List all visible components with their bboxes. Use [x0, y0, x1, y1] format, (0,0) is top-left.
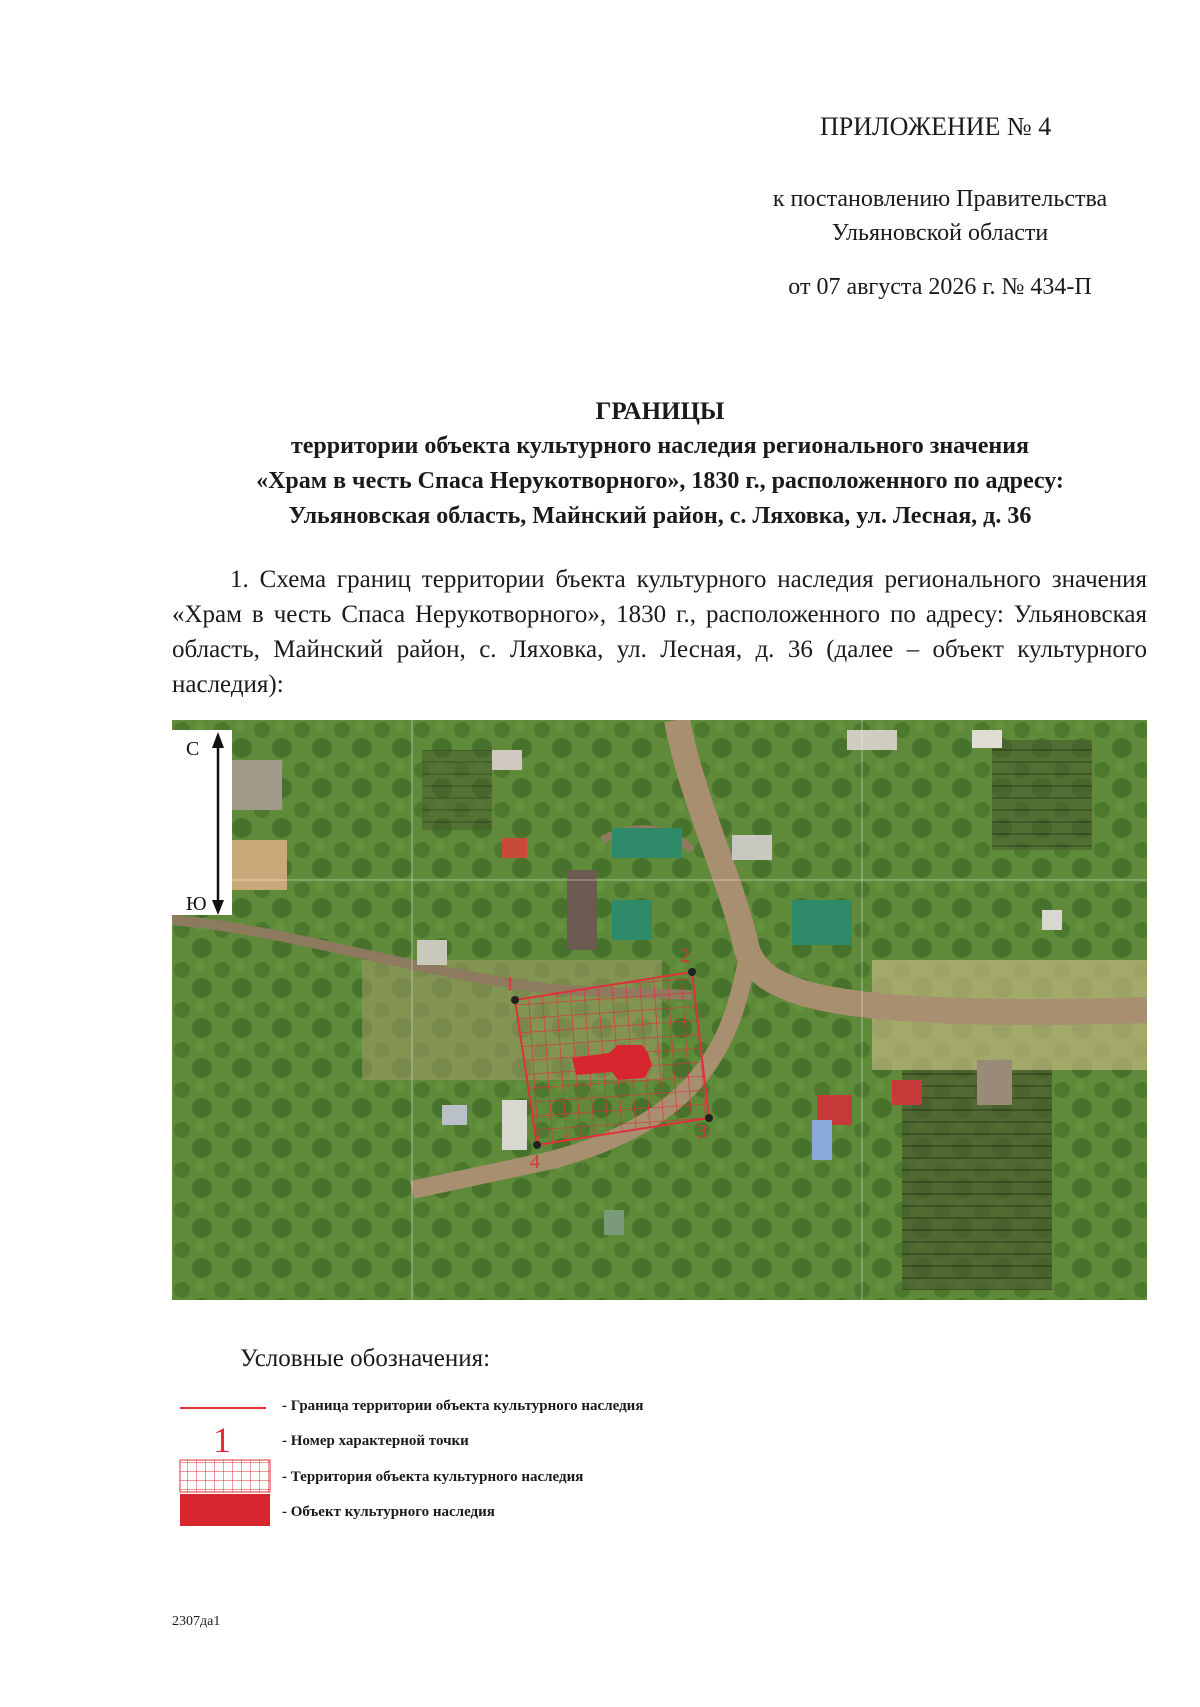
woodpile [227, 840, 287, 890]
point-label-1: 1 [505, 973, 515, 995]
house-green-roof-1 [612, 828, 682, 858]
heading-line-3: Ульяновская область, Майнский район, с. Ляховка, ул. Лесная, д. 36 [288, 503, 1032, 529]
legend-territory-grid [180, 1460, 270, 1492]
legend-symbols [178, 1390, 278, 1550]
shed-white [502, 1100, 527, 1150]
compass-box [172, 730, 232, 915]
legend-object-fill [180, 1494, 270, 1526]
house-red-1 [892, 1080, 922, 1105]
document-title: ГРАНИЦЫ [595, 398, 725, 425]
ruined-building [567, 870, 597, 950]
house-far-east [1042, 910, 1062, 930]
decree-line-2: Ульяновской области [831, 220, 1049, 246]
garden-plot-ne [992, 740, 1092, 850]
compass-north-label: С [186, 738, 200, 760]
heading-line-1: территории объекта культурного наследия регионального значения [290, 433, 1030, 459]
house-ne-1 [732, 835, 772, 860]
aerial-map-svg [172, 720, 1147, 1300]
legend-label-object: - Объект культурного наследия [282, 1504, 495, 1520]
boundary-point-1 [511, 996, 519, 1004]
boundary-point-4 [533, 1141, 541, 1149]
point-label-4: 4 [530, 1151, 540, 1173]
body-paragraph: 1. Схема границ территории бъекта культурного наследия регионального значения «Храм в честь Спаса Нерукотворного», 1830 г., расположенного по адресу: Ульяновская область, Майнский район, с. Ляховка, ул. Лесная, д. 36 (далее – объект культурного наследия): [172, 566, 1147, 698]
legend-point-number: 1 [213, 1420, 231, 1460]
house-green-roof-2 [612, 900, 652, 940]
house-west [417, 940, 447, 965]
appendix-title: ПРИЛОЖЕНИЕ № 4 [820, 112, 1052, 141]
heading-line-2: «Храм в честь Спаса Нерукотворного», 1830 г., расположенного по адресу: [256, 468, 1064, 494]
legend-label-point: - Номер характерной точки [282, 1433, 469, 1449]
point-label-2: 2 [680, 945, 690, 967]
point-label-3: 3 [697, 1121, 707, 1143]
shed-grey [442, 1105, 467, 1125]
aerial-map [172, 720, 1147, 1300]
decree-line-1: к постановлению Правительства [772, 186, 1108, 212]
house-red-roof [502, 838, 527, 858]
boundary-point-2 [688, 968, 696, 976]
house-green-roof-3 [792, 900, 852, 945]
decree-date: от 07 августа 2026 г. № 434-П [788, 274, 1092, 300]
garden-plot-north [422, 750, 492, 830]
compass-south-label: Ю [186, 893, 207, 915]
legend-title: Условные обозначения: [240, 1345, 491, 1372]
document-code: 2307да1 [172, 1614, 221, 1629]
legend-label-territory: - Территория объекта культурного наследия [282, 1469, 584, 1485]
legend-label-boundary: - Граница территории объекта культурного наследия [282, 1398, 644, 1414]
house-ne-3 [847, 730, 897, 750]
house-nw [232, 760, 282, 810]
house-ne-2 [972, 730, 1002, 748]
house-north [492, 750, 522, 770]
house-blue [812, 1120, 832, 1160]
tractor [604, 1210, 624, 1235]
house-east [977, 1060, 1012, 1105]
